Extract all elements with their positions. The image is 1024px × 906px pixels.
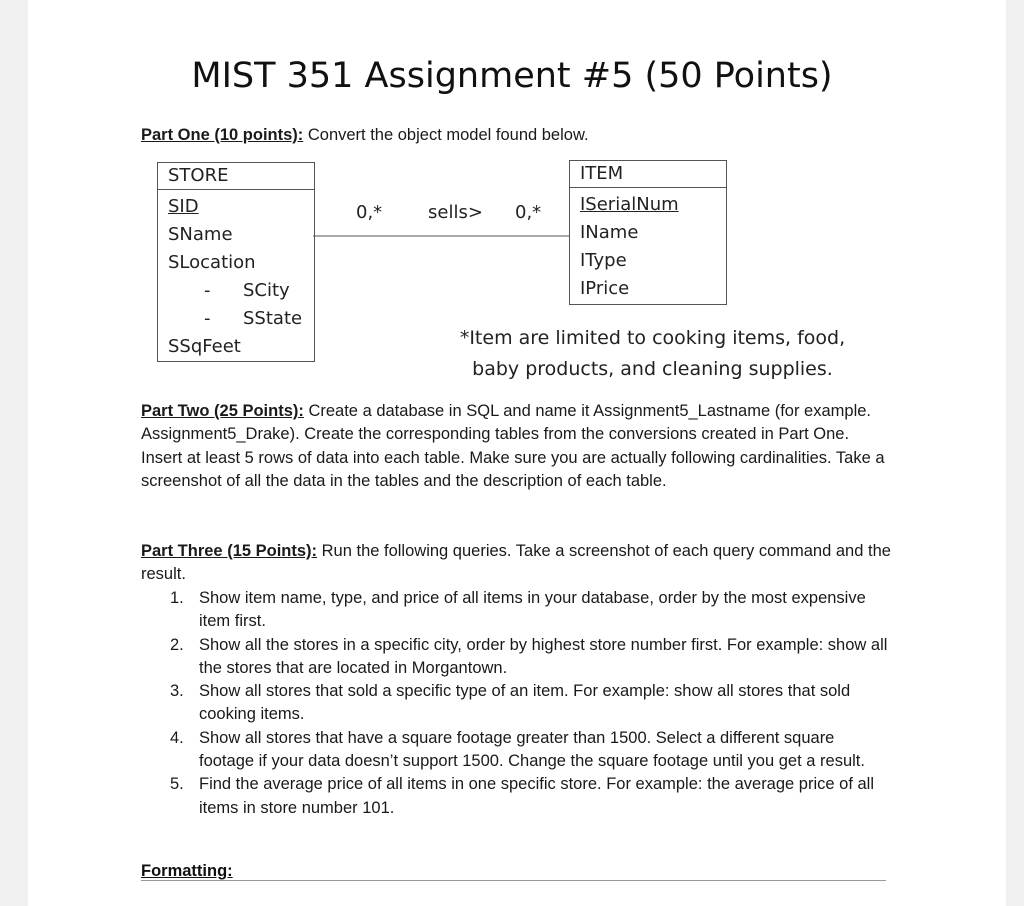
query-list	[141, 587, 893, 820]
item-constraint-note	[440, 323, 865, 385]
part-two-text: Create a database in SQL and name it Assignment5_Lastname (for example. Assignment5_Drake). Create the corresponding tables from the conversions created in Part One. Insert at least 5 rows of data into each table. Make sure you are actually following cardinalities. Take a screenshot of all the data in the tables and the description of each table.	[141, 402, 885, 490]
item-class-name: ITEM	[570, 161, 726, 188]
item-attr-iprice: IPrice	[580, 278, 630, 299]
store-attr-sstate: SState	[243, 308, 303, 329]
list-item: 2. Show all the stores in a specific city, order by highest store number first. For example: show all the stores that are located in Morgantown.	[170, 635, 888, 677]
right-cardinality: 0,*	[515, 202, 542, 223]
store-class-name: STORE	[158, 163, 314, 190]
part-two-paragraph	[141, 400, 891, 493]
part-three-label: Part Three (15 Points):	[141, 542, 318, 560]
association-line	[313, 230, 569, 242]
association-label: sells>	[428, 202, 483, 223]
list-item: 3. Show all stores that sold a specific type of an item. For example: show all stores that sold cooking items.	[170, 682, 851, 724]
item-attr-iname: IName	[580, 222, 639, 243]
part-two-label: Part Two (25 Points):	[141, 402, 304, 420]
store-attr-sid: SID	[168, 196, 199, 217]
list-item: 5. Find the average price of all items in one specific store. For example: the average price of all items in store number 101.	[170, 775, 875, 817]
part-three-text: Run the following queries. Take a screenshot of each query command and the result.	[141, 542, 891, 584]
list-item: 4. Show all stores that have a square footage greater than 1500. Select a different square footage if your data doesn’t support 1500. Change the square footage until you get a result.	[170, 728, 865, 771]
part-one-text: Convert the object model found below.	[303, 126, 589, 144]
store-attr-sname: SName	[168, 224, 233, 245]
part-one-label: Part One (10 points):	[141, 126, 304, 144]
part-three-paragraph	[141, 540, 891, 587]
store-class-box	[157, 162, 315, 362]
left-cardinality: 0,*	[356, 202, 383, 223]
part-one-paragraph	[141, 124, 891, 147]
formatting-heading: Formatting:	[141, 862, 233, 880]
store-attr-dash: -	[204, 280, 211, 301]
store-attr-scity: SCity	[243, 280, 290, 301]
store-attr-dash: -	[204, 308, 211, 329]
store-attr-slocation: SLocation	[168, 252, 256, 273]
horizontal-divider	[141, 880, 886, 881]
list-item: 1. Show item name, type, and price of all items in your database, order by the most expensive item first.	[170, 589, 866, 631]
item-attr-iserialnum: ISerialNum	[580, 194, 679, 215]
note-line-2: baby products, and cleaning supplies.	[472, 358, 833, 380]
item-attr-itype: IType	[580, 250, 627, 271]
store-attr-ssqfeet: SSqFeet	[168, 336, 241, 357]
item-class-box	[569, 160, 727, 305]
note-line-1: *Item are limited to cooking items, food,	[459, 327, 846, 349]
page-title: MIST 351 Assignment #5 (50 Points)	[191, 56, 833, 96]
